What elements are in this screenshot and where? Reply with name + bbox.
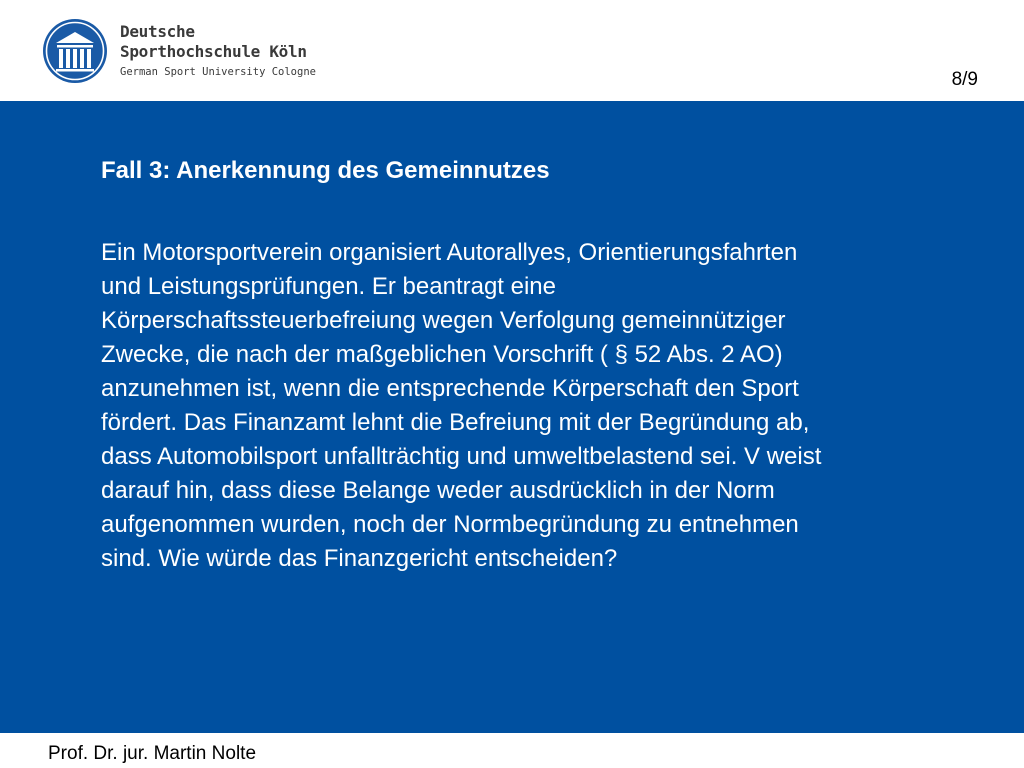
brand-line-3: German Sport University Cologne [120,66,316,78]
body-line: Körperschaftssteuerbefreiung wegen Verfolgung gemeinnütziger [101,307,786,334]
body-line: fördert. Das Finanzamt lehnt die Befreiung mit der Begründung ab, [101,409,810,436]
body-line: Ein Motorsportverein organisiert Autorallyes, Orientierungsfahrten [101,239,798,266]
body-line: und Leistungsprüfungen. Er beantragt eine [101,273,557,300]
brand-line-1: Deutsche [120,22,195,41]
slide-header [0,0,1024,101]
slide-footer [0,733,1024,768]
body-line: dass Automobilsport unfallträchtig und umweltbelastend sei. V weist [101,443,822,470]
body-line: anzunehmen ist, wenn die entsprechende Körperschaft den Sport [101,375,799,402]
university-name [120,22,316,80]
brand-line-2: Sporthochschule Köln [120,42,307,61]
body-line: darauf hin, dass diese Belange weder ausdrücklich in der Norm [101,477,775,504]
author-name: Prof. Dr. jur. Martin Nolte [48,743,257,764]
slide-content [0,101,1024,733]
body-line: sind. Wie würde das Finanzgericht entscheiden? [101,545,618,572]
slide-title: Fall 3: Anerkennung des Gemeinnutzes [101,157,550,184]
case-description [101,236,981,576]
university-columns-icon [42,18,108,84]
page-number: 8/9 [951,69,978,90]
body-line: Zwecke, die nach der maßgeblichen Vorschrift ( § 52 Abs. 2 AO) [101,341,783,368]
body-line: aufgenommen wurden, noch der Normbegründung zu entnehmen [101,511,799,538]
